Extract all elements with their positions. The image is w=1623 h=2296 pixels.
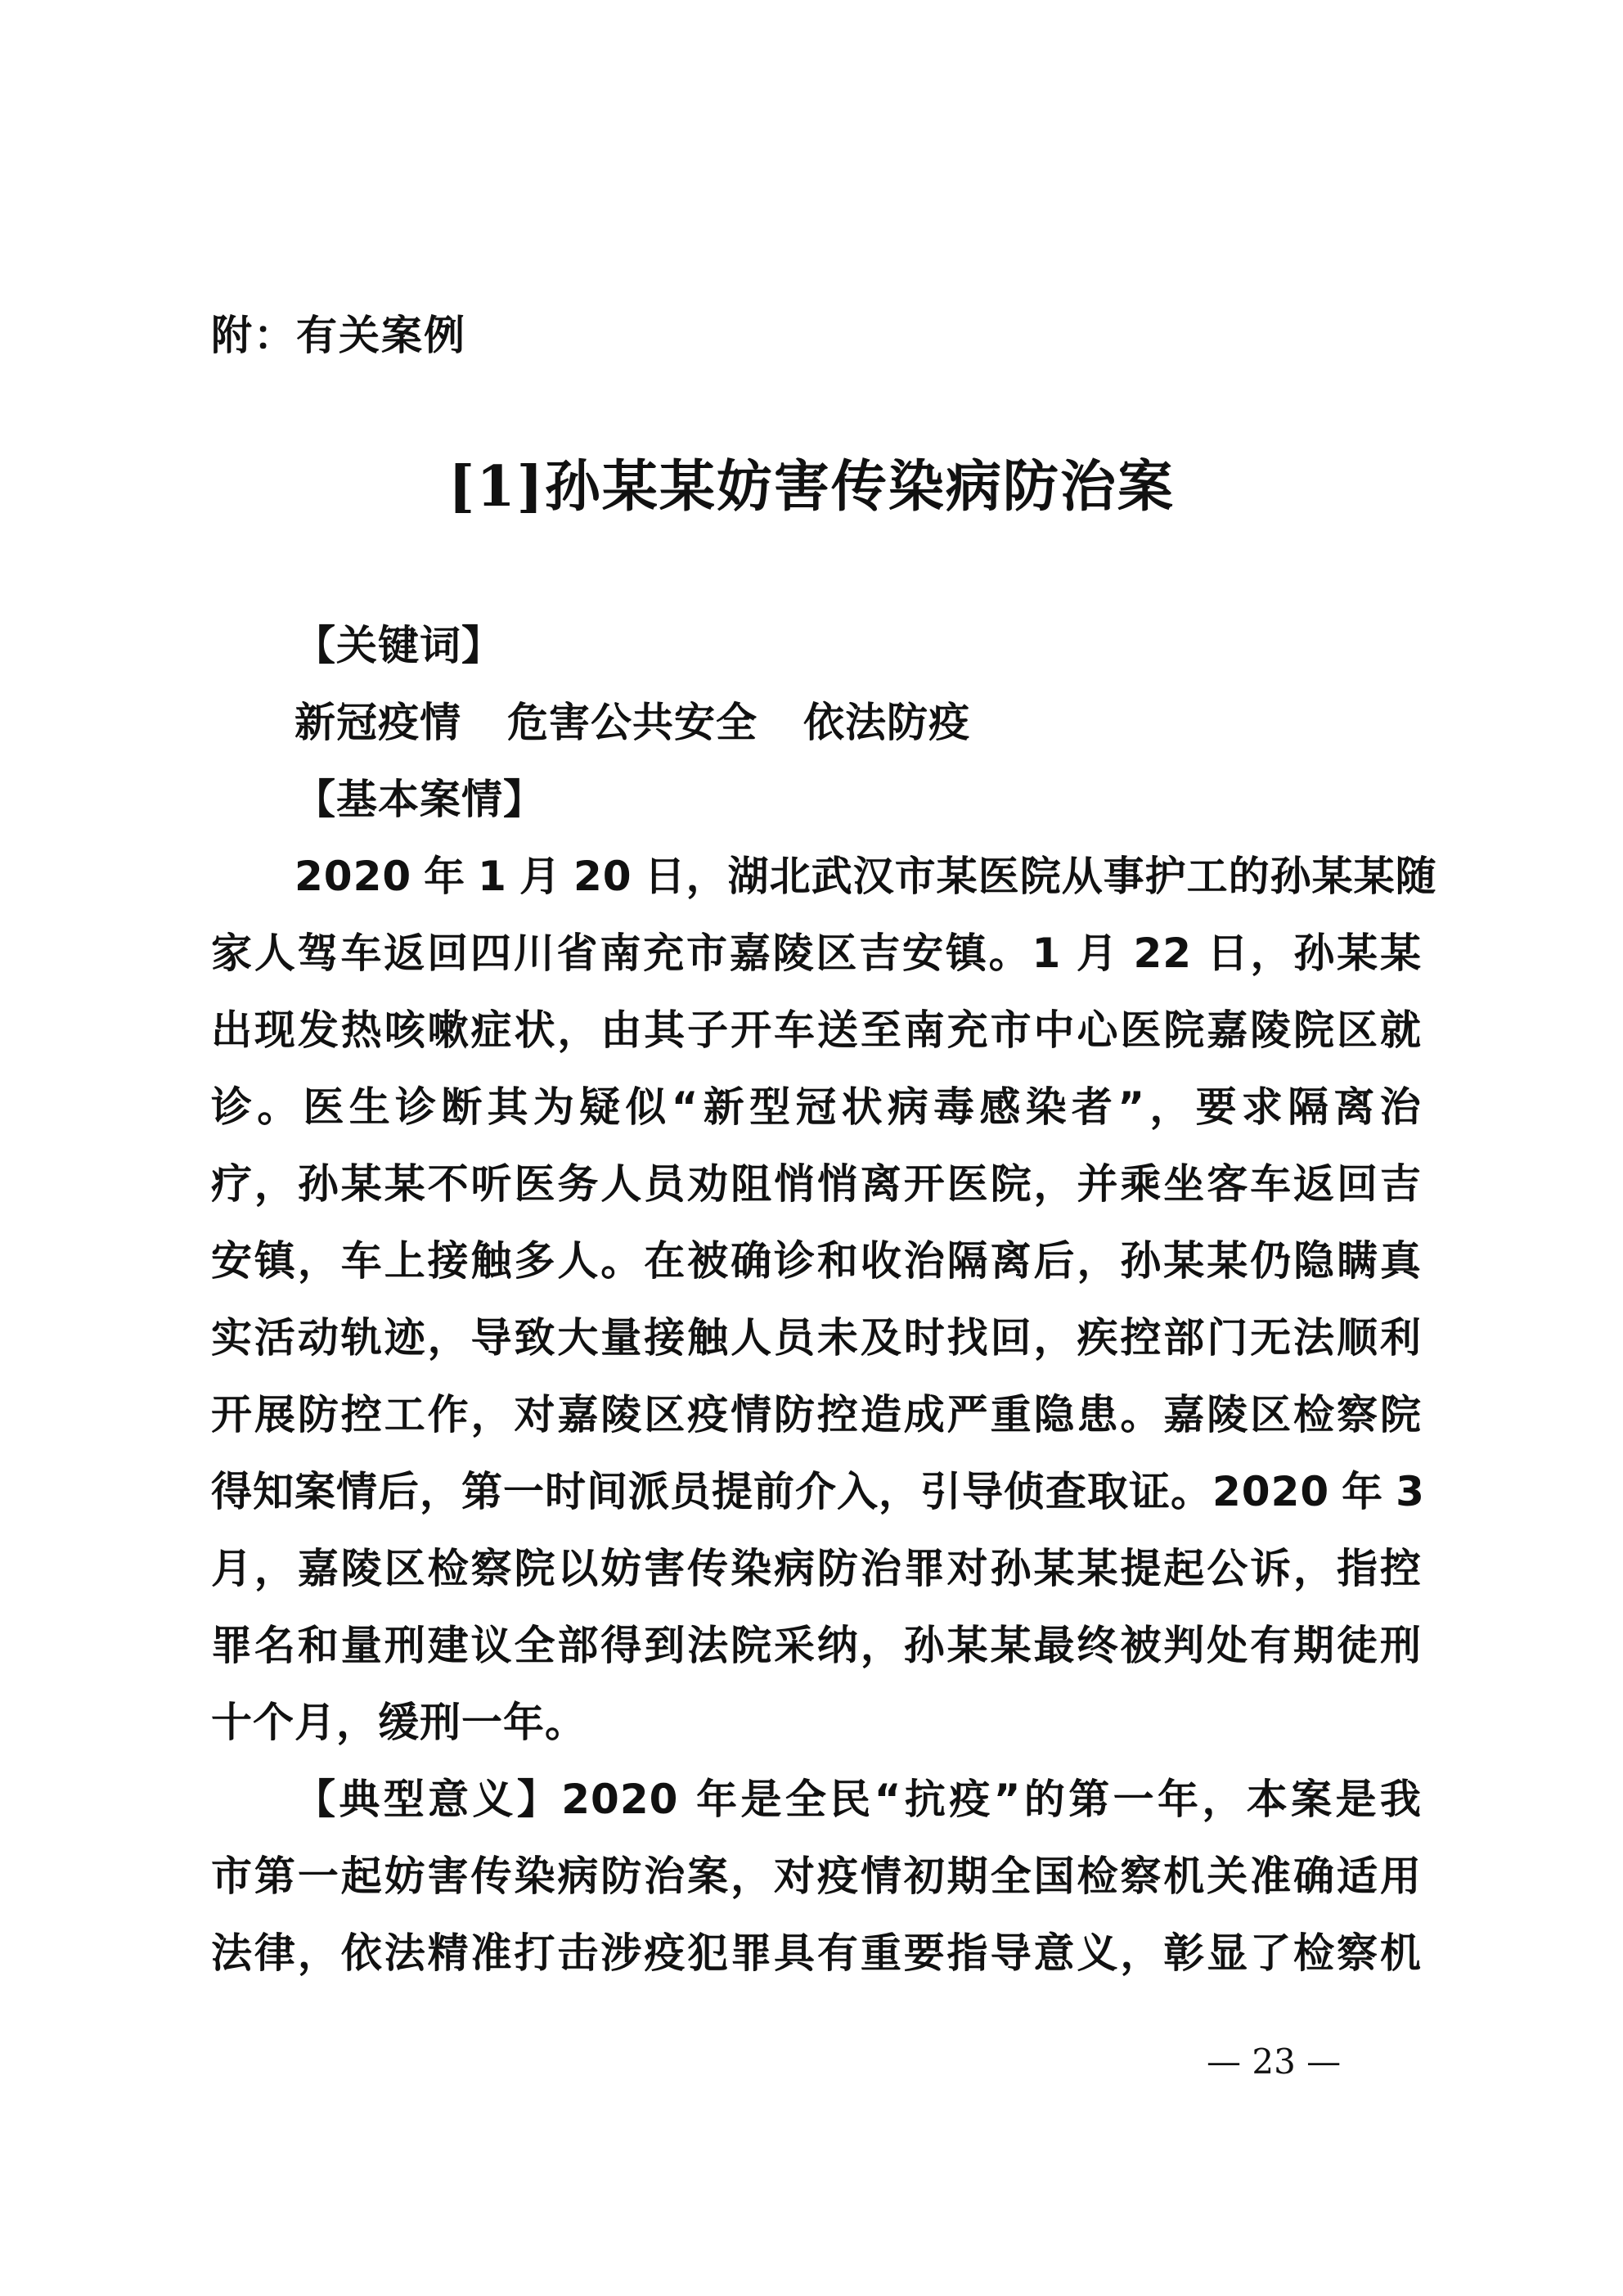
page-number: — 23 —: [1207, 2042, 1342, 2082]
paragraph-line: 出 现 发 热 咳 嗽 症 状 ， 由 其 子 开 车 送 至 南 充 市 中 心 医 院 嘉 陵 院 区 就: [211, 1006, 1422, 1054]
paragraph-line: 得 知 案 情 后 ， 第 一 时 间 派 员 提 前 介 入 ， 引 导 侦 查 取 证 。 2020 年 3: [211, 1468, 1425, 1515]
paragraph-line: 诊 。 医 生 诊 断 其 为 疑 似 “ 新 型 冠 状 病 毒 感 染 者 ” ， 要 求 隔 离 治: [211, 1083, 1422, 1131]
attachment-label: 附：有关案例: [211, 312, 466, 359]
paragraph-line: 月 ， 嘉 陵 区 检 察 院 以 妨 害 传 染 病 防 治 罪 对 孙 某 某 提 起 公 诉 ， 指 控: [211, 1545, 1422, 1592]
paragraph-line: 【 典 型 意 义 】 2020 年 是 全 民 “ 抗 疫 ” 的 第 一 年 ， 本 案 是 我: [294, 1776, 1422, 1823]
paragraph-line: 罪 名 和 量 刑 建 议 全 部 得 到 法 院 采 纳 ， 孙 某 某 最 终 被 判 处 有 期 徒 刑: [211, 1622, 1422, 1669]
body-text: [211, 607, 1437, 1992]
paragraph-line: 家 人 驾 车 返 回 四 川 省 南 充 市 嘉 陵 区 吉 安 镇 。 1 月 22 日 ， 孙 某 某: [211, 930, 1422, 977]
paragraph-line: 疗 ， 孙 某 某 不 听 医 务 人 员 劝 阻 悄 悄 离 开 医 院 ， 并 乘 坐 客 车 返 回 吉: [211, 1160, 1422, 1208]
keyword: 危害公共安全: [507, 699, 758, 746]
keyword: 新冠疫情: [294, 699, 461, 746]
paragraph-line: 开 展 防 控 工 作 ， 对 嘉 陵 区 疫 情 防 控 造 成 严 重 隐 患 。 嘉 陵 区 检 察 院: [211, 1391, 1422, 1438]
paragraph-line: 2020 年 1 月 20 日 ， 湖 北 武 汉 市 某 医 院 从 事 护 工 的 孙 某 某 随: [294, 853, 1437, 900]
keyword: 依法防疫: [803, 699, 970, 746]
paragraph-line: 实 活 动 轨 迹 ， 导 致 大 量 接 触 人 员 未 及 时 找 回 ， 疾 控 部 门 无 法 顺 利: [211, 1314, 1422, 1362]
paragraph-line: 安 镇 ， 车 上 接 触 多 人 。 在 被 确 诊 和 收 治 隔 离 后 ， 孙 某 某 仍 隐 瞒 真: [211, 1237, 1422, 1285]
paragraph-line: 法 律 ， 依 法 精 准 打 击 涉 疫 犯 罪 具 有 重 要 指 导 意 义 ， 彰 显 了 检 察 机: [211, 1929, 1422, 1977]
paragraph-line: 十个月，缓刑一年。: [211, 1699, 587, 1746]
paragraph-line: 市 第 一 起 妨 害 传 染 病 防 治 案 ， 对 疫 情 初 期 全 国 检 察 机 关 准 确 适 用: [211, 1853, 1422, 1900]
case-title: [1]孙某某妨害传染病防治案: [448, 454, 1175, 520]
keywords-heading: 【关键词】: [294, 622, 503, 669]
keywords-line: [211, 684, 1422, 761]
basic-facts-heading: 【基本案情】: [294, 776, 545, 823]
